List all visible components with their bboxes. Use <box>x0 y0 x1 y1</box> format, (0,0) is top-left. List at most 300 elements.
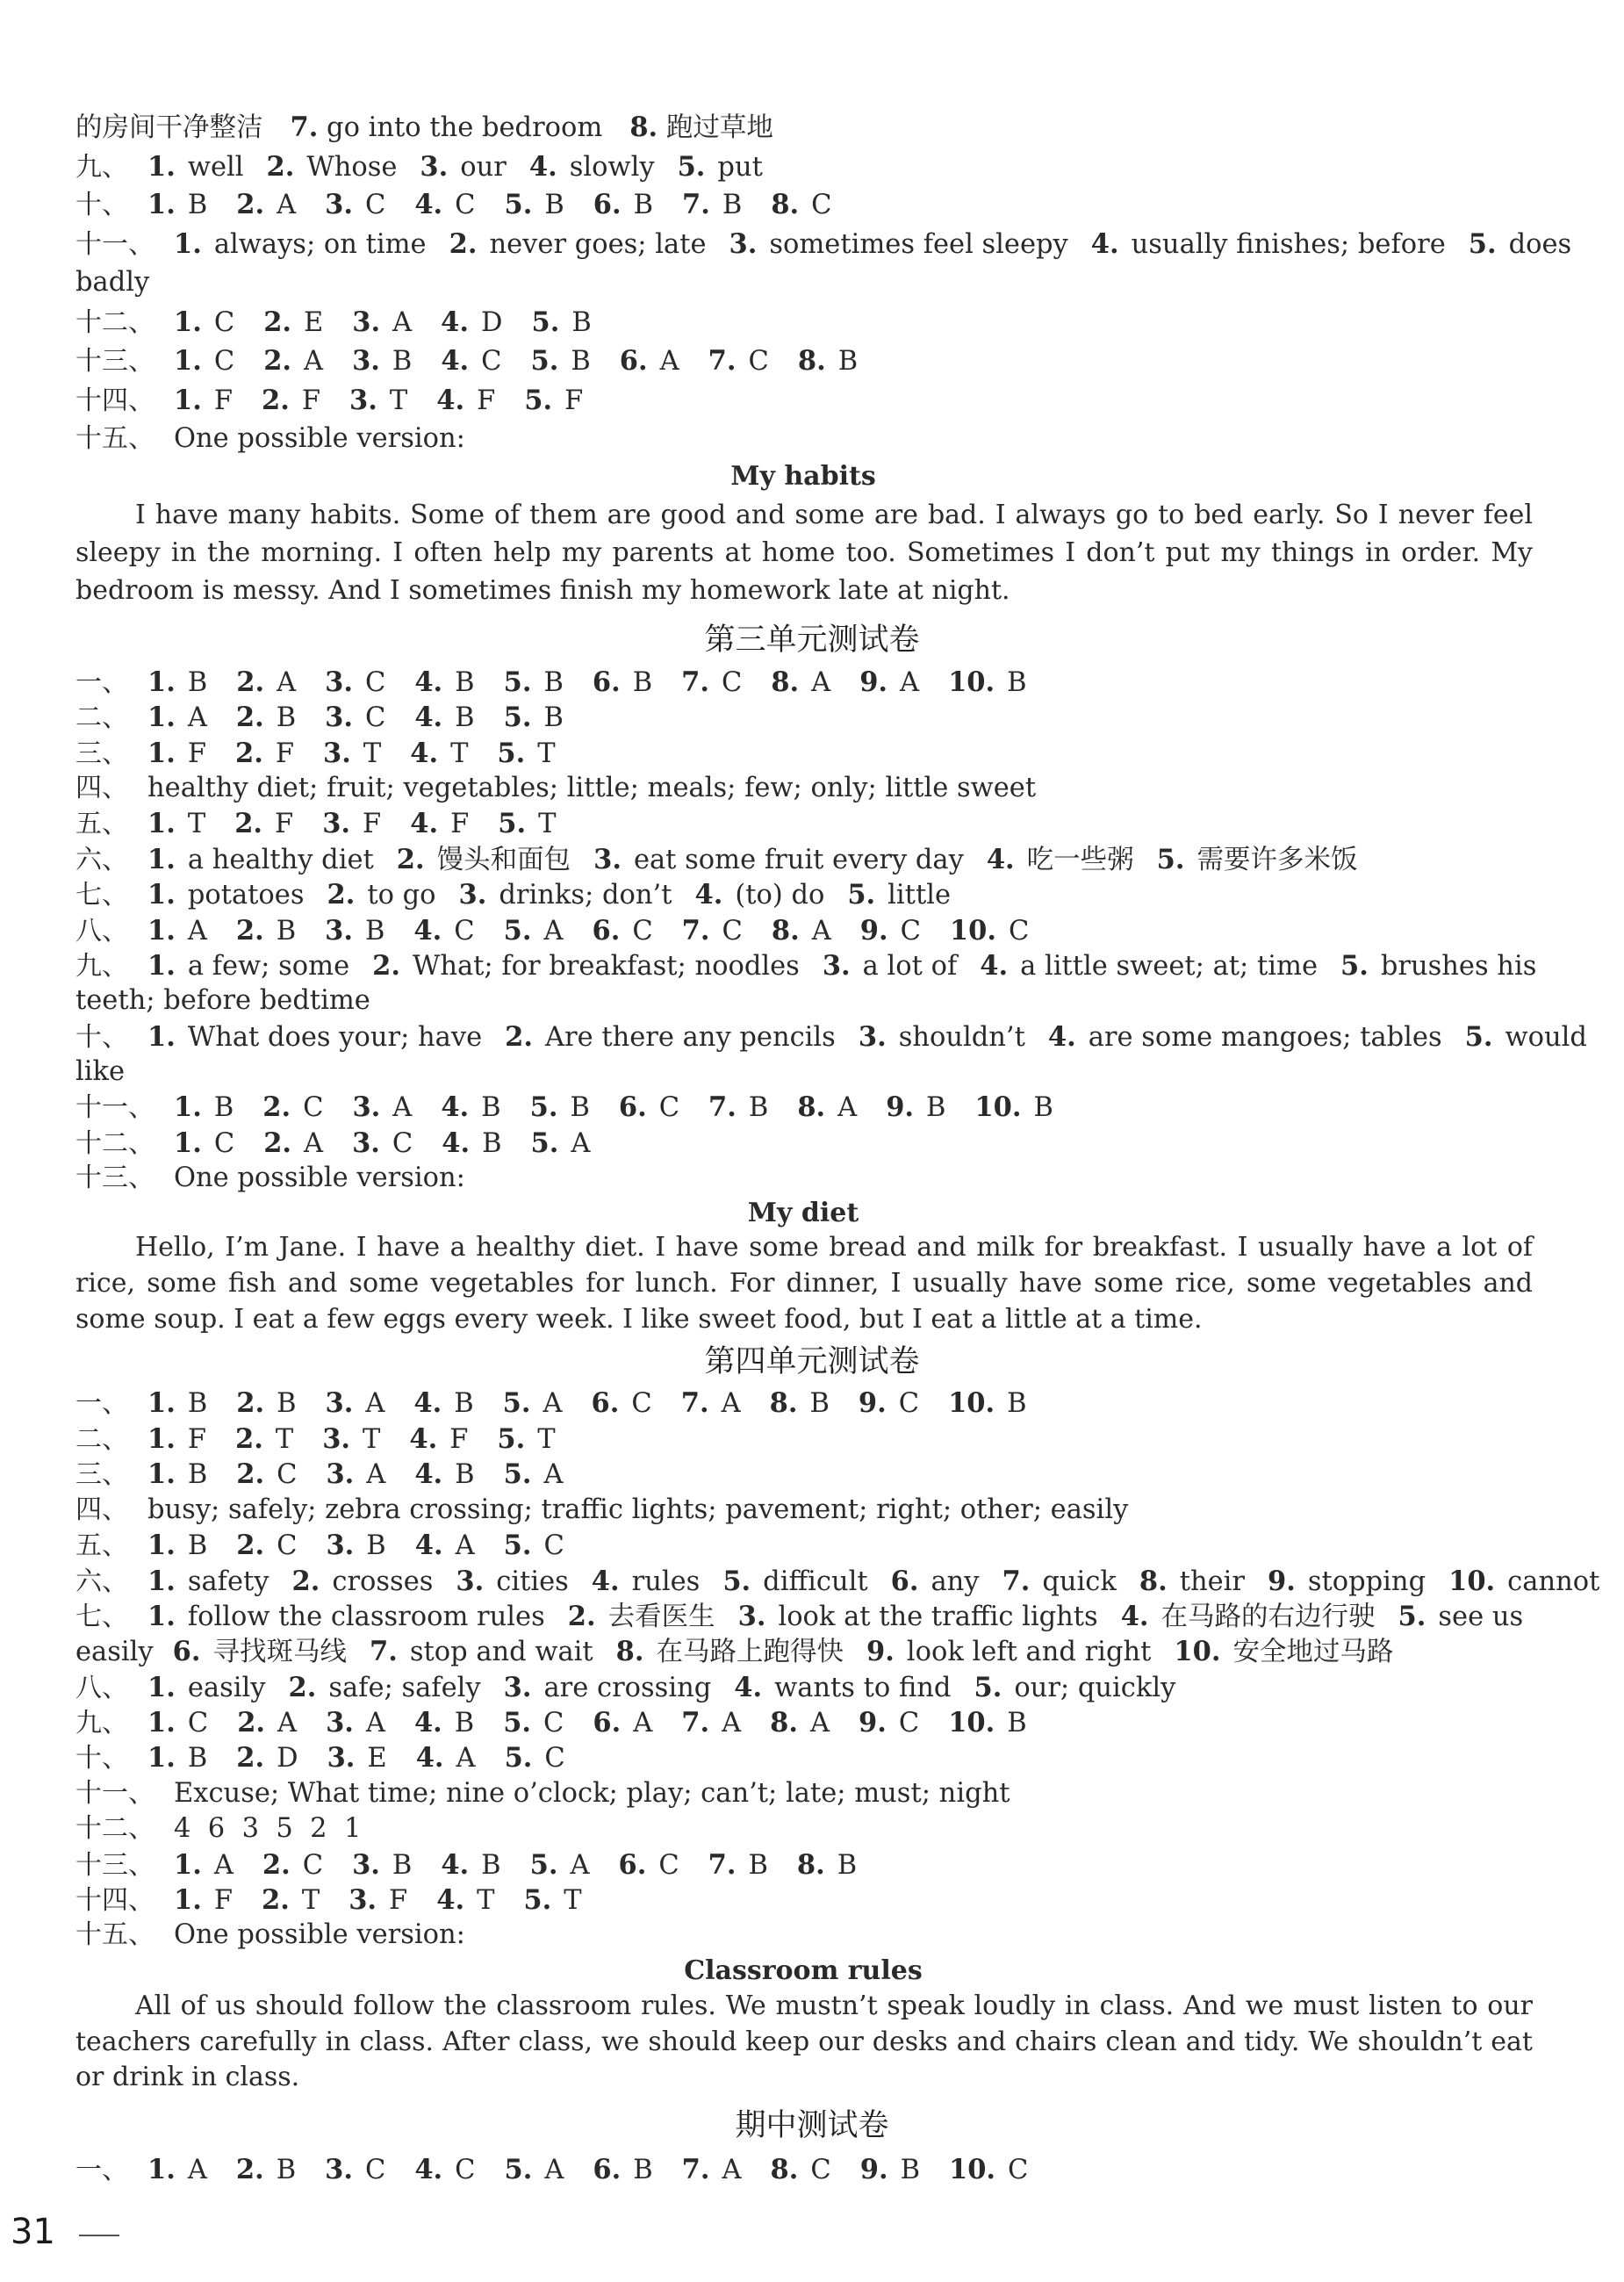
answer-item <box>504 667 564 698</box>
answer-text: D <box>481 307 503 338</box>
answer-text: little <box>887 880 951 911</box>
answer-text: B <box>543 702 564 733</box>
answer-item <box>372 951 800 982</box>
answer-line-continued <box>75 983 1533 1019</box>
answer-item <box>262 1885 320 1916</box>
answer-item <box>236 916 296 947</box>
answer-text: stop and wait <box>409 1637 593 1667</box>
item-number: 1. <box>147 844 176 875</box>
answer-text: 吃一些粥 <box>1026 845 1134 875</box>
item-number: 3. <box>737 1601 766 1632</box>
answer-item <box>414 2155 475 2185</box>
question-label: 六、 <box>75 845 128 875</box>
answer-text: B <box>633 190 654 220</box>
answer-text: a healthy diet <box>187 845 374 875</box>
item-number: 1. <box>147 1530 176 1561</box>
answer-item <box>797 1850 857 1881</box>
item-number: 2. <box>237 1707 266 1738</box>
answer-item <box>497 1424 555 1455</box>
answer-item <box>531 307 591 338</box>
answer-item <box>263 346 323 377</box>
item-number: 1. <box>147 151 176 183</box>
answer-item <box>681 1708 741 1738</box>
item-number: 5. <box>530 1127 559 1159</box>
answer-text: B <box>926 1092 946 1123</box>
answer-text: brushes his <box>1380 951 1537 982</box>
answer-item <box>504 1530 564 1561</box>
answer-item <box>235 738 294 769</box>
item-number: 2. <box>236 666 265 698</box>
answer-text: C <box>632 916 653 947</box>
item-number: 9. <box>886 1091 915 1123</box>
item-number: 6. <box>172 1636 201 1667</box>
answer-line-q5 <box>75 1528 1533 1563</box>
item-number: 9. <box>859 1707 887 1738</box>
answer-text: A <box>722 2155 742 2185</box>
answer-text: 的房间干净整洁 <box>75 112 263 143</box>
answer-item <box>503 1708 564 1738</box>
item-number: 3. <box>593 844 622 875</box>
item-number: 2. <box>236 1530 265 1561</box>
answer-text: B <box>187 1530 208 1561</box>
item-number: 10. <box>949 915 996 947</box>
answer-line-q7 <box>75 1599 1533 1634</box>
answer-text: A <box>900 667 920 698</box>
question-label: 十一、 <box>75 229 154 260</box>
answer-item <box>413 1388 473 1419</box>
answer-item <box>497 738 555 769</box>
essay-text: Hello, I’m Jane. I have a healthy diet. I have some bread and milk for breakfast. I usually have a lot of rice, some fish and some vegetables for lunch. For dinner, I usually have some rice, some vegetables and some soup. I eat a few eggs every week. I like sweet food, but I eat a little at a time. <box>75 1232 1533 1335</box>
item-number: 10. <box>948 1387 995 1419</box>
answer-item <box>147 1424 206 1455</box>
answer-item <box>708 1850 768 1881</box>
answer-item <box>349 1885 407 1916</box>
question-label: 十二、 <box>75 307 154 338</box>
answer-text: B <box>482 1128 502 1159</box>
answer-text: C <box>213 346 235 377</box>
answer-text: B <box>809 1388 830 1419</box>
answer-text: a lot of <box>862 951 958 982</box>
answer-text: B <box>276 702 297 733</box>
question-label: 十三、 <box>75 1850 154 1881</box>
answer-text: One possible version: <box>174 1919 465 1950</box>
answer-item <box>410 738 468 769</box>
answer-item <box>436 1885 494 1916</box>
item-number: 4. <box>414 1458 443 1490</box>
item-number: 3. <box>327 1742 356 1774</box>
answer-item <box>504 1459 564 1490</box>
item-number: 2. <box>235 2154 264 2185</box>
answer-item <box>948 667 1026 698</box>
answer-item <box>729 229 1068 260</box>
answer-text: A <box>455 1530 475 1561</box>
item-number: 5. <box>530 345 559 377</box>
item-number: 7. <box>681 1707 710 1738</box>
answer-text: A <box>721 1388 741 1419</box>
answer-item <box>323 738 381 769</box>
answer-item <box>147 916 207 947</box>
answer-item <box>325 2155 385 2185</box>
question-label: 十五、 <box>75 1919 154 1950</box>
answer-item <box>860 916 921 947</box>
answer-item <box>147 738 206 769</box>
answer-item <box>352 1092 412 1123</box>
answer-item <box>1157 845 1358 875</box>
answer-text: C <box>303 1092 324 1123</box>
item-number: 5. <box>1156 844 1185 875</box>
answer-item <box>722 1566 867 1597</box>
answer-text: B <box>481 1850 501 1881</box>
answer-text: T <box>538 809 557 839</box>
answer-line-q10 <box>75 1740 1533 1775</box>
answer-text: A <box>633 1708 653 1738</box>
answer-text: are some mangoes; tables <box>1088 1022 1442 1053</box>
answer-line-q10 <box>75 1019 1587 1055</box>
item-number: 2. <box>396 844 425 875</box>
answer-text: 在马路的右边行驶 <box>1161 1602 1376 1632</box>
item-number: 2. <box>234 808 263 839</box>
item-number: 4. <box>410 738 439 769</box>
answer-text: F <box>450 809 470 839</box>
item-number: 8. <box>615 1636 644 1667</box>
question-label: 十、 <box>75 1743 128 1774</box>
answer-line-q15 <box>75 1918 1533 1953</box>
question-label: 十三、 <box>75 1163 154 1193</box>
item-number: 7. <box>680 1387 709 1419</box>
answer-text: B <box>276 2155 297 2185</box>
question-label: 十一、 <box>75 1778 154 1809</box>
answer-text: potatoes <box>187 880 305 911</box>
item-number: 5. <box>498 808 527 839</box>
item-number: 5. <box>722 1566 751 1597</box>
answer-item <box>326 1530 385 1561</box>
item-number: 1. <box>147 950 176 982</box>
item-number: 5. <box>974 1672 1002 1703</box>
answer-item <box>410 809 469 839</box>
answer-text: teeth; before bedtime <box>75 985 370 1016</box>
item-number: 8. <box>796 1849 825 1881</box>
item-number: 4. <box>734 1672 763 1703</box>
answer-text: B <box>187 667 208 698</box>
question-label: 六、 <box>75 1566 128 1597</box>
answer-item <box>682 190 742 220</box>
answer-text: What does your; have <box>187 1022 483 1053</box>
answer-item <box>1465 1022 1587 1053</box>
answer-text: B <box>544 190 564 220</box>
answer-text: C <box>811 190 832 220</box>
answer-item <box>616 1637 844 1667</box>
item-number: 10. <box>948 2154 996 2185</box>
answer-text: A <box>544 2155 564 2185</box>
answer-item <box>147 1459 207 1490</box>
answer-text: A <box>187 916 207 947</box>
item-number: 5. <box>504 189 533 220</box>
answer-text: A <box>365 1708 385 1738</box>
answer-text: never goes; late <box>489 229 707 260</box>
item-number: 5. <box>847 879 876 911</box>
answer-line-q8 <box>75 1670 1533 1705</box>
answer-item <box>236 1743 298 1774</box>
answer-item <box>420 152 506 183</box>
answer-item <box>236 190 296 220</box>
answer-text: C <box>364 667 386 698</box>
item-number: 2. <box>235 915 264 947</box>
question-label: 十四、 <box>75 1885 154 1916</box>
answer-item <box>529 152 655 183</box>
item-number: 1. <box>147 1742 176 1774</box>
answer-item <box>352 307 412 338</box>
answer-text: A <box>809 1708 830 1738</box>
answer-text: safety <box>187 1566 269 1597</box>
answer-item <box>325 916 384 947</box>
answer-item <box>949 2155 1028 2185</box>
answer-item <box>174 1850 234 1881</box>
answer-text: easily <box>187 1673 266 1703</box>
page-number: 31 <box>11 2212 55 2252</box>
item-number: 6. <box>618 1849 647 1881</box>
answer-item <box>504 1673 712 1703</box>
item-number: 9. <box>859 915 888 947</box>
answer-item <box>237 1708 297 1738</box>
item-number: 7. <box>681 2154 710 2185</box>
answer-text: C <box>898 1708 920 1738</box>
answer-item <box>236 1388 296 1419</box>
page-number-dash <box>79 2235 119 2236</box>
answer-text: stopping <box>1307 1566 1426 1597</box>
answer-text: healthy diet; fruit; vegetables; little; meals; few; only; little sweet <box>147 773 1037 803</box>
answer-text: their <box>1179 1566 1246 1597</box>
item-number: 5. <box>1398 1601 1426 1632</box>
essay-text: I have many habits. Some of them are good and some are bad. I always go to bed early. So I never feel sleepy in the morning. I often help my parents at home too. Sometimes I don’t put my things in order. My bedroom is messy. And I sometimes finish my homework late at night. <box>75 500 1533 606</box>
answer-text: C <box>722 916 743 947</box>
answer-text: a little sweet; at; time <box>1020 951 1319 982</box>
answer-text: our; quickly <box>1014 1673 1176 1703</box>
answer-line-q15 <box>75 421 1533 457</box>
item-number: 8. <box>629 112 658 143</box>
answer-item <box>147 1530 207 1561</box>
item-number: 9. <box>1268 1566 1296 1597</box>
item-number: 3. <box>352 345 380 377</box>
item-number: 3. <box>349 385 377 416</box>
answer-text: F <box>213 385 234 416</box>
answer-item <box>859 1708 919 1738</box>
item-number: 1. <box>147 1021 176 1053</box>
answer-item <box>1398 1602 1524 1632</box>
answer-item <box>147 1388 207 1419</box>
item-number: 6. <box>592 915 621 947</box>
essay-title: Classroom rules <box>684 1955 923 1986</box>
answer-text: T <box>537 738 556 769</box>
item-number: 5. <box>503 915 532 947</box>
answer-item <box>370 1637 593 1667</box>
answer-line-q11 <box>75 1776 1533 1811</box>
item-number: 1. <box>147 1566 176 1597</box>
answer-text: badly <box>75 267 150 298</box>
item-number: 9. <box>859 666 888 698</box>
answer-text: C <box>543 1530 564 1561</box>
answer-text: C <box>364 702 386 733</box>
question-label: 十一、 <box>75 1092 154 1123</box>
question-label: 十二、 <box>75 1128 154 1159</box>
answer-item <box>1002 1566 1117 1597</box>
essay-title: My diet <box>747 1198 859 1228</box>
answer-line-q12 <box>75 305 1533 340</box>
item-number: 10. <box>948 1707 995 1738</box>
question-label: 七、 <box>75 880 128 911</box>
answer-text: B <box>276 916 297 947</box>
answer-text: C <box>277 1459 298 1490</box>
answer-text: C <box>213 307 235 338</box>
item-number: 5. <box>497 738 526 769</box>
answer-line <box>75 110 1533 145</box>
item-number: 4. <box>409 1423 438 1455</box>
answer-item <box>236 2155 296 2185</box>
answer-line-q12 <box>75 1126 1533 1161</box>
answer-item <box>456 1566 568 1597</box>
answer-item <box>593 1708 652 1738</box>
answer-text: B <box>455 702 475 733</box>
answer-text: C <box>364 2155 386 2185</box>
answer-item <box>236 667 296 698</box>
answer-text: T <box>187 809 206 839</box>
answer-item <box>980 951 1318 982</box>
answer-item <box>174 346 234 377</box>
answer-text: T <box>363 738 382 769</box>
answer-item <box>734 1673 951 1703</box>
question-label: 十、 <box>75 1022 128 1053</box>
section-title-midterm: 期中测试卷 <box>735 2108 889 2143</box>
answer-text: B <box>632 667 653 698</box>
answer-item <box>1139 1566 1245 1597</box>
answer-item <box>397 845 571 875</box>
answer-item <box>593 667 652 698</box>
answer-item <box>292 1566 434 1597</box>
answer-text: C <box>213 1128 235 1159</box>
item-number: 3. <box>458 879 487 911</box>
question-label: 九、 <box>75 1708 128 1738</box>
item-number: 8. <box>771 915 800 947</box>
question-label: 二、 <box>75 1424 128 1455</box>
answer-text: B <box>837 346 859 377</box>
answer-text: A <box>304 1128 324 1159</box>
item-number: 2. <box>372 950 400 982</box>
answer-item <box>859 667 919 698</box>
answer-item <box>147 809 205 839</box>
answer-item <box>322 1424 380 1455</box>
answer-item <box>262 1092 323 1123</box>
answer-text: A <box>366 1459 386 1490</box>
answer-item <box>147 1708 208 1738</box>
answer-text: B <box>277 1388 297 1419</box>
answer-text: 跑过草地 <box>665 112 773 143</box>
item-number: 9. <box>866 1636 895 1667</box>
item-number: 7. <box>369 1636 398 1667</box>
item-number: 6. <box>619 345 648 377</box>
answer-item <box>449 229 707 260</box>
question-label: 九、 <box>75 951 128 982</box>
answer-text: B <box>187 1388 208 1419</box>
answer-line-q10 <box>75 187 1533 222</box>
answer-item <box>414 667 474 698</box>
answer-text: B <box>392 1850 413 1881</box>
answer-item <box>694 880 824 911</box>
answer-text: A <box>811 667 831 698</box>
item-number: 6. <box>592 666 621 698</box>
item-number: 3. <box>352 1849 380 1881</box>
item-number: 5. <box>503 1458 532 1490</box>
answer-item <box>859 1022 1025 1053</box>
item-number: 6. <box>591 1387 620 1419</box>
item-number: 8. <box>771 189 800 220</box>
answer-text: to go <box>367 880 436 911</box>
item-number: 3. <box>420 151 449 183</box>
answer-text: look at the traffic lights <box>778 1602 1098 1632</box>
item-number: 7. <box>708 1091 737 1123</box>
answer-item <box>325 702 385 733</box>
item-number: 3. <box>352 1091 381 1123</box>
question-label: 七、 <box>75 1602 128 1632</box>
answer-text: C <box>631 1388 652 1419</box>
answer-text: C <box>277 1530 298 1561</box>
answer-text: B <box>455 667 475 698</box>
answer-text: 在马路上跑得快 <box>656 1637 844 1667</box>
answer-item <box>681 1388 741 1419</box>
answer-item <box>413 916 474 947</box>
answer-text: T <box>363 1424 381 1455</box>
answer-item <box>263 1128 323 1159</box>
question-label: 一、 <box>75 1388 128 1419</box>
answer-item <box>415 1530 475 1561</box>
item-number: 3. <box>322 808 351 839</box>
item-number: 6. <box>593 189 622 220</box>
answer-line-q13 <box>75 1847 1533 1882</box>
answer-text: sometimes feel sleepy <box>769 229 1068 260</box>
answer-text: F <box>389 1885 408 1916</box>
answer-item <box>708 346 769 377</box>
answer-item <box>236 702 296 733</box>
answer-item <box>771 2155 831 2185</box>
answer-item <box>592 1566 701 1597</box>
answer-item <box>771 667 830 698</box>
answer-text: C <box>544 1743 565 1774</box>
answer-text: C <box>898 1388 920 1419</box>
answer-text: well <box>187 152 244 183</box>
answer-text: B <box>366 1530 386 1561</box>
answer-item <box>503 1388 563 1419</box>
answer-text: A <box>837 1092 858 1123</box>
answer-item <box>414 1459 474 1490</box>
answer-item <box>987 845 1134 875</box>
answer-text: cannot <box>1507 1566 1600 1597</box>
item-number: 2. <box>567 1601 596 1632</box>
item-number: 5. <box>523 1884 552 1916</box>
item-number: 4. <box>591 1566 620 1597</box>
answer-text: B <box>187 190 208 220</box>
item-number: 2. <box>262 1091 291 1123</box>
answer-text: C <box>658 1092 680 1123</box>
answer-text: B <box>571 307 592 338</box>
answer-item <box>948 1388 1026 1419</box>
answer-text: B <box>213 1092 234 1123</box>
answer-text: 去看医生 <box>607 1602 715 1632</box>
answer-text: A <box>365 1388 385 1419</box>
answer-item <box>441 346 501 377</box>
answer-text: (to) do <box>735 880 825 911</box>
answer-text: F <box>275 738 295 769</box>
answer-item <box>147 1673 265 1703</box>
answer-text: B <box>1007 1388 1027 1419</box>
answer-text: wants to find <box>774 1673 952 1703</box>
